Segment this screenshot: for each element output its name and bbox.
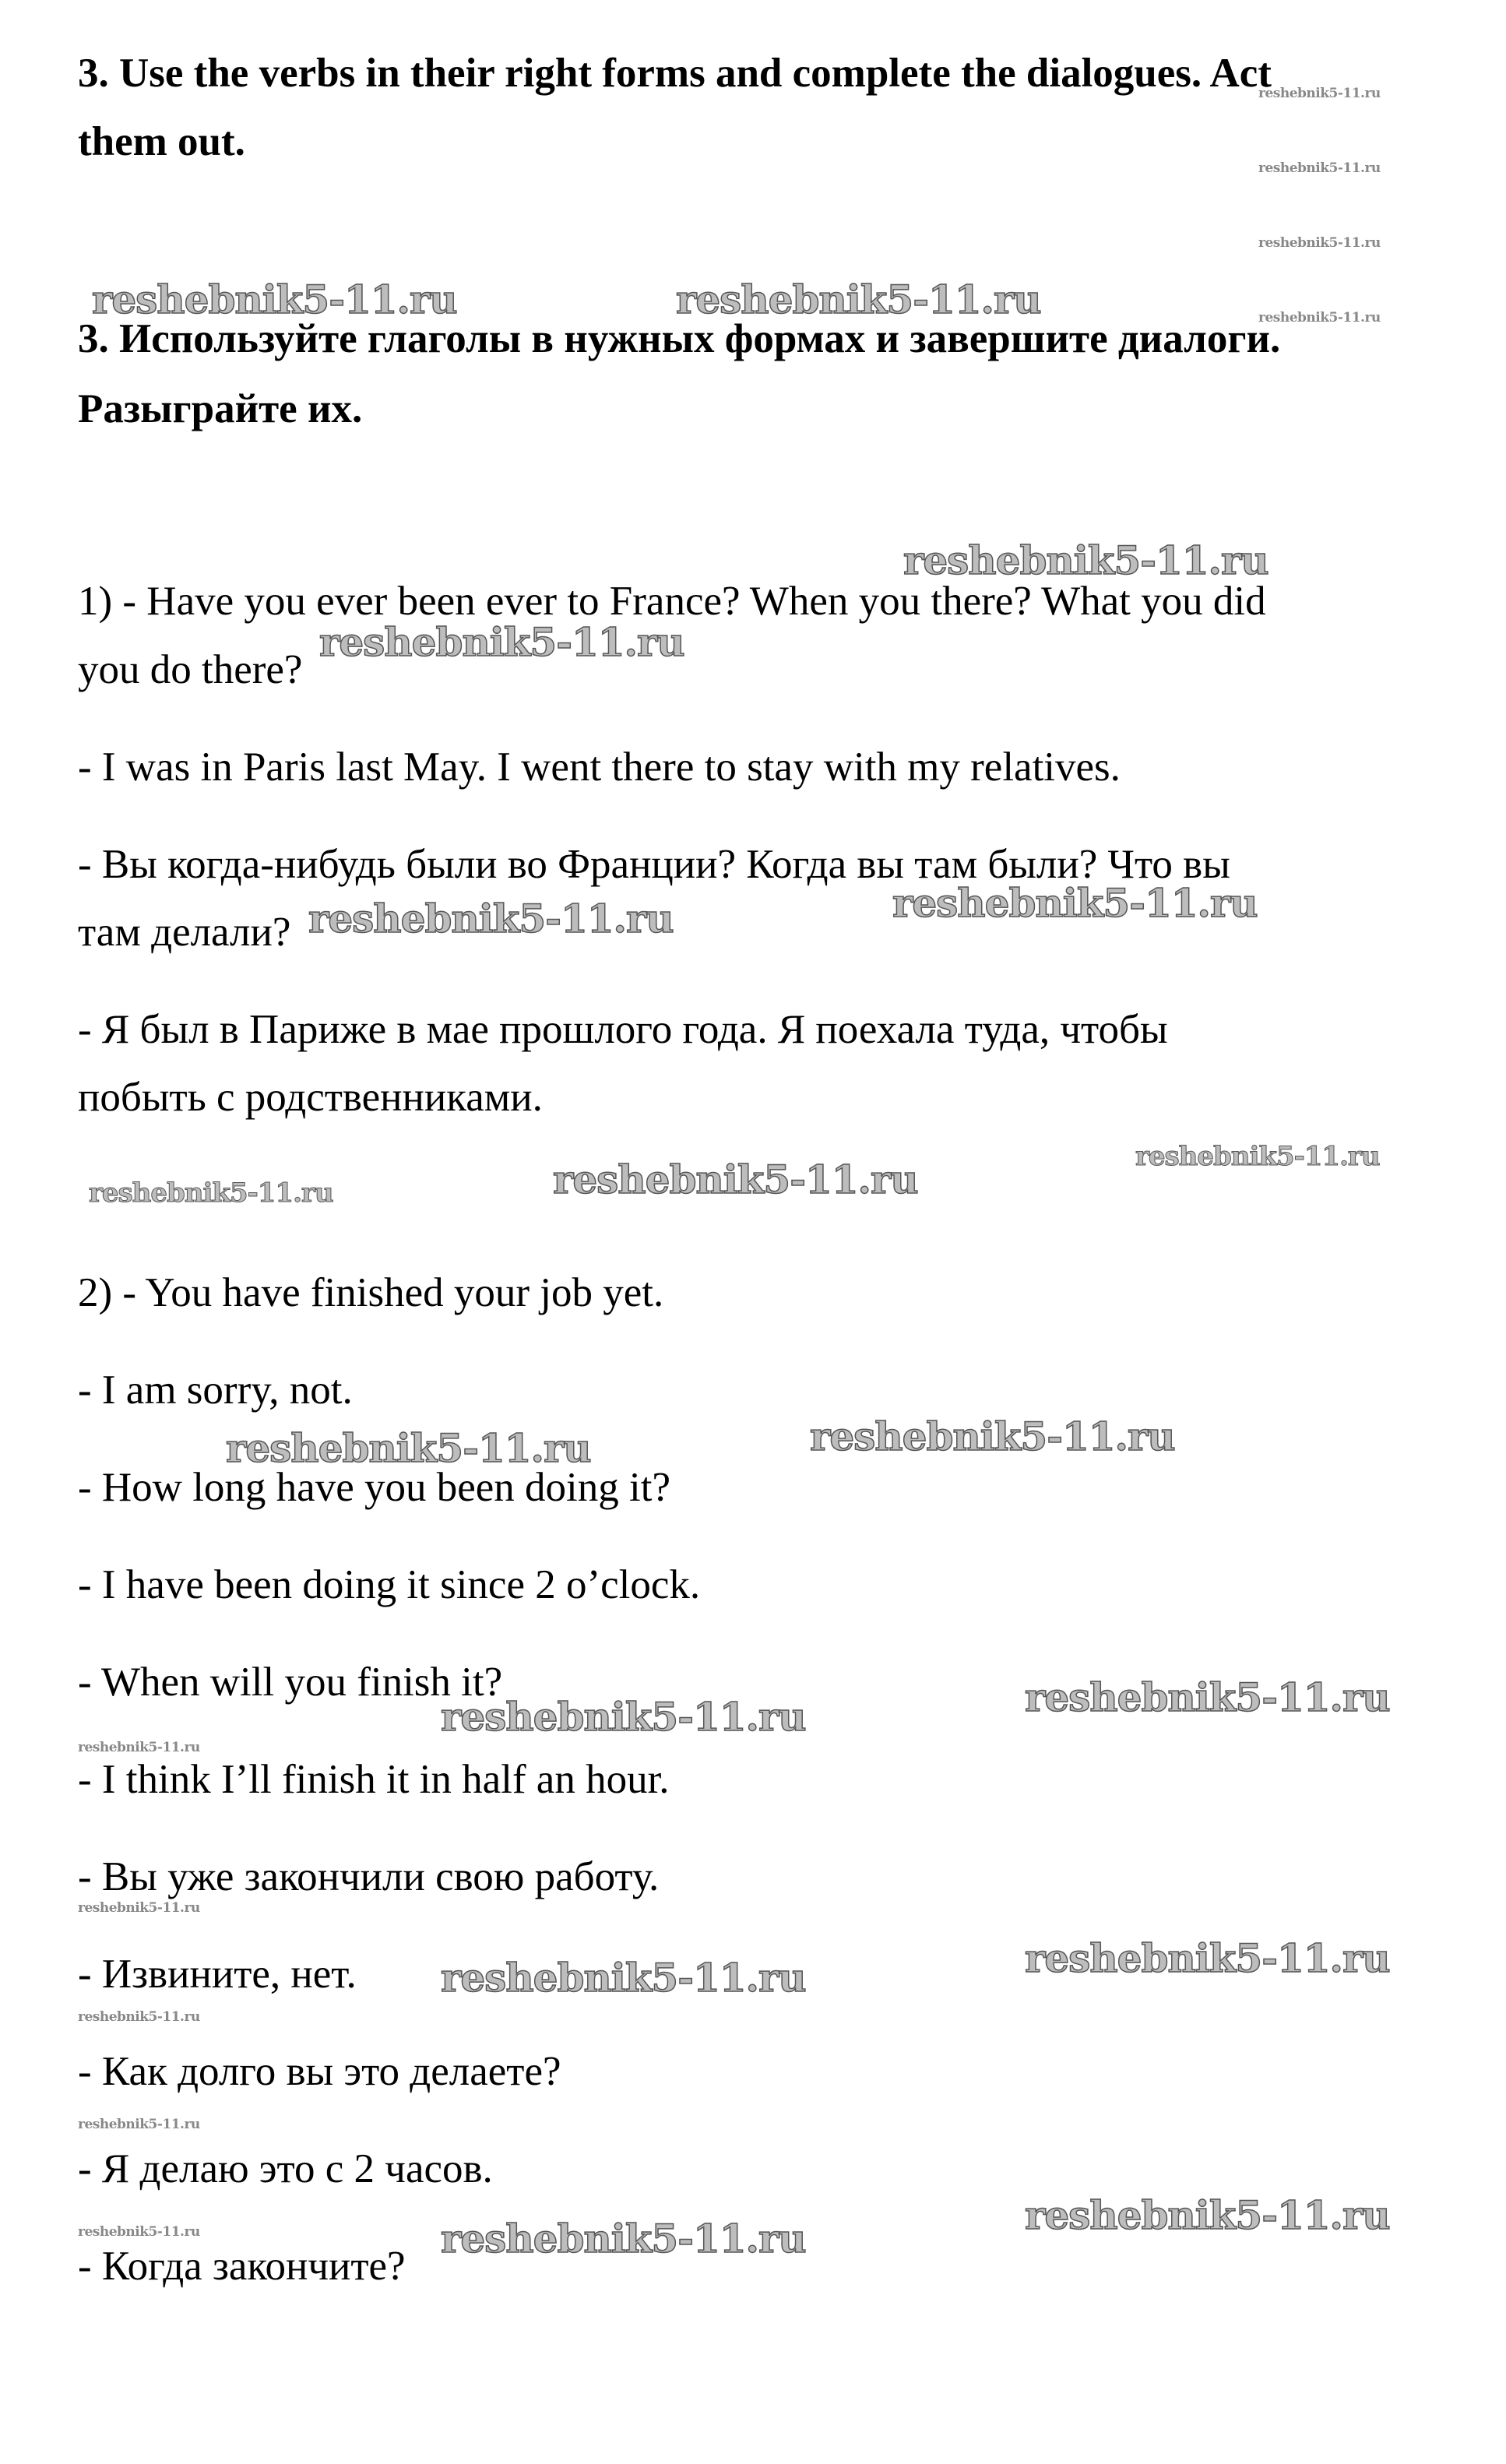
watermark: reshebnik5-11.ru	[441, 1955, 806, 2001]
dialogue-line: - Вы когда-нибудь были во Франции? Когда вы там были? Что вы	[78, 842, 1230, 887]
watermark: reshebnik5-11.ru	[308, 896, 674, 942]
watermark: reshebnik5-11.ru	[226, 1425, 591, 1471]
dialogue-line: - Вы уже закончили свою работу.	[78, 1854, 660, 1899]
watermark: reshebnik5-11.ru	[78, 1740, 200, 1755]
watermark: reshebnik5-11.ru	[89, 1177, 333, 1209]
dialogue-line: - Извините, нет.	[78, 1952, 357, 1997]
watermark: reshebnik5-11.ru	[1258, 86, 1381, 101]
watermark: reshebnik5-11.ru	[92, 276, 457, 322]
watermark: reshebnik5-11.ru	[441, 1694, 806, 1740]
dialogue-line: - Когда закончите?	[78, 2244, 406, 2289]
watermark: reshebnik5-11.ru	[1135, 1141, 1380, 1172]
watermark: reshebnik5-11.ru	[78, 2224, 200, 2240]
watermark: reshebnik5-11.ru	[78, 2009, 200, 2025]
heading-en-line-2: them out.	[78, 119, 245, 164]
watermark: reshebnik5-11.ru	[810, 1413, 1175, 1459]
watermark: reshebnik5-11.ru	[441, 2216, 806, 2262]
dialogue-line: там делали?	[78, 910, 291, 955]
watermark: reshebnik5-11.ru	[319, 619, 684, 665]
watermark: reshebnik5-11.ru	[676, 276, 1041, 322]
dialogue-line: - Я делаю это с 2 часов.	[78, 2146, 493, 2191]
watermark: reshebnik5-11.ru	[1025, 1674, 1390, 1720]
watermark: reshebnik5-11.ru	[1258, 235, 1381, 251]
dialogue-line: 2) - You have finished your job yet.	[78, 1270, 664, 1315]
watermark: reshebnik5-11.ru	[553, 1156, 918, 1202]
dialogue-line: 1) - Have you ever been ever to France? When you there? What you did	[78, 579, 1266, 624]
watermark: reshebnik5-11.ru	[78, 1900, 200, 1916]
watermark: reshebnik5-11.ru	[1025, 1935, 1390, 1981]
dialogue-line: - I am sorry, not.	[78, 1368, 353, 1413]
watermark: reshebnik5-11.ru	[1258, 310, 1381, 326]
watermark: reshebnik5-11.ru	[892, 880, 1258, 926]
heading-en-line-1: 3. Use the verbs in their right forms and complete the dialogues. Act	[78, 51, 1272, 96]
watermark: reshebnik5-11.ru	[1025, 2192, 1390, 2238]
dialogue-line: - Я был в Париже в мае прошлого года. Я поехала туда, чтобы	[78, 1007, 1168, 1052]
watermark: reshebnik5-11.ru	[78, 2117, 200, 2132]
dialogue-line: - Как долго вы это делаете?	[78, 2049, 561, 2094]
watermark: reshebnik5-11.ru	[1258, 160, 1381, 176]
dialogue-line: - I have been doing it since 2 o’clock.	[78, 1562, 701, 1607]
heading-ru-line-1: 3. Используйте глаголы в нужных формах и завершите диалоги.	[78, 316, 1281, 361]
heading-ru-line-2: Разыграйте их.	[78, 386, 363, 431]
dialogue-line: - I was in Paris last May. I went there to stay with my relatives.	[78, 744, 1121, 790]
dialogue-line: - When will you finish it?	[78, 1660, 503, 1705]
dialogue-line: - I think I’ll finish it in half an hour.	[78, 1757, 670, 1802]
dialogue-line: - How long have you been doing it?	[78, 1465, 670, 1510]
dialogue-line: you do there?	[78, 647, 303, 692]
watermark: reshebnik5-11.ru	[903, 537, 1268, 583]
dialogue-line: побыть с родственниками.	[78, 1075, 543, 1120]
